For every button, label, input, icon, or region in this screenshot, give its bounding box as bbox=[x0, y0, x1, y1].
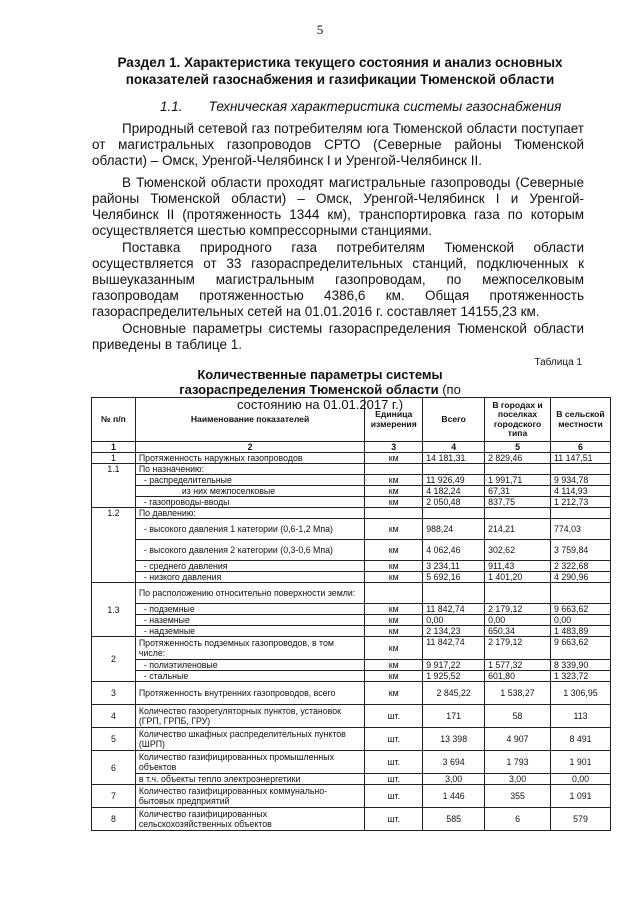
table-row bbox=[92, 486, 611, 497]
row-total: 988,24 bbox=[423, 519, 485, 540]
row-label: - наземные bbox=[135, 615, 364, 626]
table-row bbox=[92, 464, 611, 475]
row-urban: 58 bbox=[485, 705, 551, 728]
column-number-row bbox=[92, 442, 611, 453]
row-unit: км bbox=[365, 486, 423, 497]
row-urban: 1 793 bbox=[485, 751, 551, 774]
row-urban: 911,43 bbox=[485, 561, 551, 572]
table-row bbox=[92, 671, 611, 682]
row-rural: 0,00 bbox=[551, 774, 611, 785]
row-unit: км bbox=[365, 671, 423, 682]
table-row bbox=[92, 604, 611, 615]
row-unit: шт. bbox=[365, 785, 423, 808]
row-urban: 1 991,71 bbox=[485, 475, 551, 486]
table-title-date: (по состоянию на 01.01.2017 г.) bbox=[236, 382, 461, 412]
row-label: - среднего давления bbox=[135, 561, 364, 572]
table-row bbox=[92, 785, 611, 808]
row-total: 2 845,22 bbox=[423, 682, 485, 705]
row-number: 1.1 bbox=[92, 464, 136, 508]
row-total: 9 917,22 bbox=[423, 660, 485, 671]
row-rural: 9 663,62 bbox=[551, 637, 611, 660]
table-row bbox=[92, 751, 611, 774]
row-total: 171 bbox=[423, 705, 485, 728]
row-rural: 1 212,73 bbox=[551, 497, 611, 508]
paragraph bbox=[92, 175, 584, 239]
row-label: - высокого давления 1 категории (0,6-1,2 Мпа) bbox=[135, 519, 364, 540]
row-total: 1 925,52 bbox=[423, 671, 485, 682]
row-unit: км bbox=[365, 637, 423, 660]
paragraph-text: Поставка природного газа потребителям Тюменской области осуществляется от 33 газораспределительных станций, подключенных к вышеуказанным магистральным газопроводам, по межпоселковым газопроводам протяженностью 4386,6 км. Общая протяженность газораспределительных сетей на 01.01.2016 г. составляет 14155,23 км. bbox=[92, 240, 584, 319]
paragraph-text: Природный сетевой газ потребителям юга Тюменской области поступает от магистральных газопроводов СРТО (Северные районы Тюменской области) – Омск, Уренгой-Челябинск I и Уренгой-Челябинск II. bbox=[92, 121, 584, 168]
row-label: Количество газифицированных сельскохозяйственных объектов bbox=[135, 808, 364, 831]
table-title-bold: Количественные параметры системы газораспределения Тюменской области bbox=[179, 367, 443, 397]
row-number: 3 bbox=[92, 682, 136, 705]
table-row bbox=[92, 508, 611, 519]
row-total: 3 234,11 bbox=[423, 561, 485, 572]
row-label: По давлению: bbox=[135, 508, 364, 519]
row-number: 7 bbox=[92, 785, 136, 808]
column-number: 3 bbox=[365, 442, 423, 453]
paragraph bbox=[92, 321, 584, 353]
row-unit: шт. bbox=[365, 705, 423, 728]
row-rural: 9 934,78 bbox=[551, 475, 611, 486]
row-total: 4 062,46 bbox=[423, 540, 485, 561]
header-cell: Наименование показателей bbox=[135, 398, 364, 442]
paragraph-text: В Тюменской области проходят магистральные газопроводы (Северные районы Тюменской области) – Омск, Уренгой-Челябинск I и Уренгой-Челябинск II (протяженность 1344 км), транспортировка газа по которым осуществляется шестью компрессорными станциями. bbox=[92, 175, 584, 238]
row-total: 0,00 bbox=[423, 615, 485, 626]
row-urban: 4 907 bbox=[485, 728, 551, 751]
row-rural: 4 290,96 bbox=[551, 572, 611, 583]
data-table bbox=[91, 397, 611, 831]
row-number: 1.2 bbox=[92, 508, 136, 583]
row-rural: 774,03 bbox=[551, 519, 611, 540]
paragraph-text: Основные параметры системы газораспределения Тюменской области приведены в таблице 1. bbox=[92, 321, 584, 352]
row-rural: 0,00 bbox=[551, 615, 611, 626]
row-number: 5 bbox=[92, 728, 136, 751]
row-total: 2 050,48 bbox=[423, 497, 485, 508]
row-unit: км bbox=[365, 497, 423, 508]
row-total: 4 182,24 bbox=[423, 486, 485, 497]
row-label: Количество шкафных распределительных пунктов (ШРП) bbox=[135, 728, 364, 751]
row-urban: 355 bbox=[485, 785, 551, 808]
row-label: - стальные bbox=[135, 671, 364, 682]
row-number: 1 bbox=[92, 453, 136, 464]
row-unit: шт. bbox=[365, 728, 423, 751]
row-urban: 1 577,32 bbox=[485, 660, 551, 671]
row-unit: км bbox=[365, 475, 423, 486]
row-urban: 601,80 bbox=[485, 671, 551, 682]
row-rural: 11 147,51 bbox=[551, 453, 611, 464]
section-title: Раздел 1. Характеристика текущего состояния и анализ основных показателей газоснабжения и газификации Тюменской области bbox=[117, 55, 563, 87]
row-number: 6 bbox=[92, 751, 136, 785]
row-total: 585 bbox=[423, 808, 485, 831]
table-label: Таблица 1 bbox=[534, 357, 582, 368]
row-unit: км bbox=[365, 561, 423, 572]
row-rural: 1 483,89 bbox=[551, 626, 611, 637]
row-urban: 837,75 bbox=[485, 497, 551, 508]
table-row bbox=[92, 682, 611, 705]
page-number: 5 bbox=[316, 22, 324, 37]
table-row bbox=[92, 561, 611, 572]
row-rural: 2 322,68 bbox=[551, 561, 611, 572]
row-urban: 0,00 bbox=[485, 615, 551, 626]
column-number: 1 bbox=[92, 442, 136, 453]
paragraph bbox=[92, 240, 584, 320]
row-urban: 1 401,20 bbox=[485, 572, 551, 583]
header-cell: № п/п bbox=[92, 398, 136, 442]
row-unit: км bbox=[365, 626, 423, 637]
row-total: 14 181,31 bbox=[423, 453, 485, 464]
row-label: - надземные bbox=[135, 626, 364, 637]
row-label: По расположению относительно поверхности земли: bbox=[135, 583, 364, 604]
row-label: - высокого давления 2 категории (0,3-0,6 Мпа) bbox=[135, 540, 364, 561]
row-urban: 2 179,12 bbox=[485, 637, 551, 660]
row-rural: 1 091 bbox=[551, 785, 611, 808]
row-urban: 2 829,46 bbox=[485, 453, 551, 464]
row-rural: 4 114,93 bbox=[551, 486, 611, 497]
row-rural: 1 323,72 bbox=[551, 671, 611, 682]
column-number: 6 bbox=[551, 442, 611, 453]
table-row bbox=[92, 774, 611, 785]
row-label: Количество газифицированных промышленных объектов bbox=[135, 751, 364, 774]
row-urban: 2 179,12 bbox=[485, 604, 551, 615]
row-unit: км bbox=[365, 660, 423, 671]
subsection-heading bbox=[160, 99, 561, 114]
row-number: 1.3 bbox=[92, 583, 136, 637]
subsection-title: Техническая характеристика системы газоснабжения bbox=[208, 99, 562, 114]
row-total: 3,00 bbox=[423, 774, 485, 785]
table-row bbox=[92, 475, 611, 486]
row-rural: 9 663,62 bbox=[551, 604, 611, 615]
column-number: 2 bbox=[135, 442, 364, 453]
row-unit: км bbox=[365, 572, 423, 583]
table-row bbox=[92, 626, 611, 637]
row-urban: 302,62 bbox=[485, 540, 551, 561]
row-rural: 579 bbox=[551, 808, 611, 831]
row-unit: шт. bbox=[365, 774, 423, 785]
table-row bbox=[92, 540, 611, 561]
row-rural: 113 bbox=[551, 705, 611, 728]
table-row bbox=[92, 637, 611, 660]
row-unit: шт. bbox=[365, 751, 423, 774]
row-label: - газопроводы-вводы bbox=[135, 497, 364, 508]
row-number: 4 bbox=[92, 705, 136, 728]
row-number: 8 bbox=[92, 808, 136, 831]
row-urban: 214,21 bbox=[485, 519, 551, 540]
header-cell: Единица измерения bbox=[365, 398, 423, 442]
table-header-row bbox=[92, 398, 611, 442]
row-rural: 1 901 bbox=[551, 751, 611, 774]
row-urban: 650,34 bbox=[485, 626, 551, 637]
row-total: 11 842,74 bbox=[423, 637, 485, 660]
row-label: в т.ч. объекты тепло электроэнергетики bbox=[135, 774, 364, 785]
row-label: Протяженность внутренних газопроводов, всего bbox=[135, 682, 364, 705]
row-label: из них межпоселковые bbox=[135, 486, 364, 497]
table-row bbox=[92, 497, 611, 508]
row-total: 13 398 bbox=[423, 728, 485, 751]
row-urban: 1 538,27 bbox=[485, 682, 551, 705]
row-rural: 3 759,84 bbox=[551, 540, 611, 561]
table-row bbox=[92, 453, 611, 464]
column-number: 5 bbox=[485, 442, 551, 453]
row-total: 1 446 bbox=[423, 785, 485, 808]
row-urban: 3,00 bbox=[485, 774, 551, 785]
row-number: 2 bbox=[92, 637, 136, 682]
paragraph bbox=[92, 121, 584, 169]
row-label: - полиэтиленовые bbox=[135, 660, 364, 671]
row-rural: 8 491 bbox=[551, 728, 611, 751]
row-unit: км bbox=[365, 453, 423, 464]
table-row bbox=[92, 808, 611, 831]
row-rural: 8 339,90 bbox=[551, 660, 611, 671]
table-row bbox=[92, 728, 611, 751]
row-total: 5 692,16 bbox=[423, 572, 485, 583]
table-row bbox=[92, 519, 611, 540]
row-label: - распределительные bbox=[135, 475, 364, 486]
column-number: 4 bbox=[423, 442, 485, 453]
row-unit: км bbox=[365, 682, 423, 705]
row-unit: км bbox=[365, 519, 423, 540]
table-row bbox=[92, 615, 611, 626]
table-row bbox=[92, 572, 611, 583]
table-row bbox=[92, 660, 611, 671]
row-total: 3 694 bbox=[423, 751, 485, 774]
row-label: По назначению: bbox=[135, 464, 364, 475]
header-cell: В сельской местности bbox=[551, 398, 611, 442]
row-urban: 67,31 bbox=[485, 486, 551, 497]
header-cell: В городах и поселках городского типа bbox=[485, 398, 551, 442]
row-label: Протяженность подземных газопроводов, в том числе: bbox=[135, 637, 364, 660]
header-cell: Всего bbox=[423, 398, 485, 442]
row-label: Протяженность наружных газопроводов bbox=[135, 453, 364, 464]
row-label: Количество газифицированных коммунально-бытовых предприятий bbox=[135, 785, 364, 808]
subsection-number: 1.1. bbox=[160, 99, 183, 114]
row-urban: 6 bbox=[485, 808, 551, 831]
row-label: - низкого давления bbox=[135, 572, 364, 583]
row-total: 11 842,74 bbox=[423, 604, 485, 615]
row-unit: км bbox=[365, 604, 423, 615]
row-total: 2 134,23 bbox=[423, 626, 485, 637]
row-total: 11 926,49 bbox=[423, 475, 485, 486]
row-label: Количество газорегуляторных пунктов, установок (ГРП, ГРПБ, ГРУ) bbox=[135, 705, 364, 728]
table-row bbox=[92, 583, 611, 604]
row-unit: км bbox=[365, 615, 423, 626]
row-unit: км bbox=[365, 540, 423, 561]
row-unit: шт. bbox=[365, 808, 423, 831]
row-label: - подземные bbox=[135, 604, 364, 615]
row-rural: 1 306,95 bbox=[551, 682, 611, 705]
table-row bbox=[92, 705, 611, 728]
